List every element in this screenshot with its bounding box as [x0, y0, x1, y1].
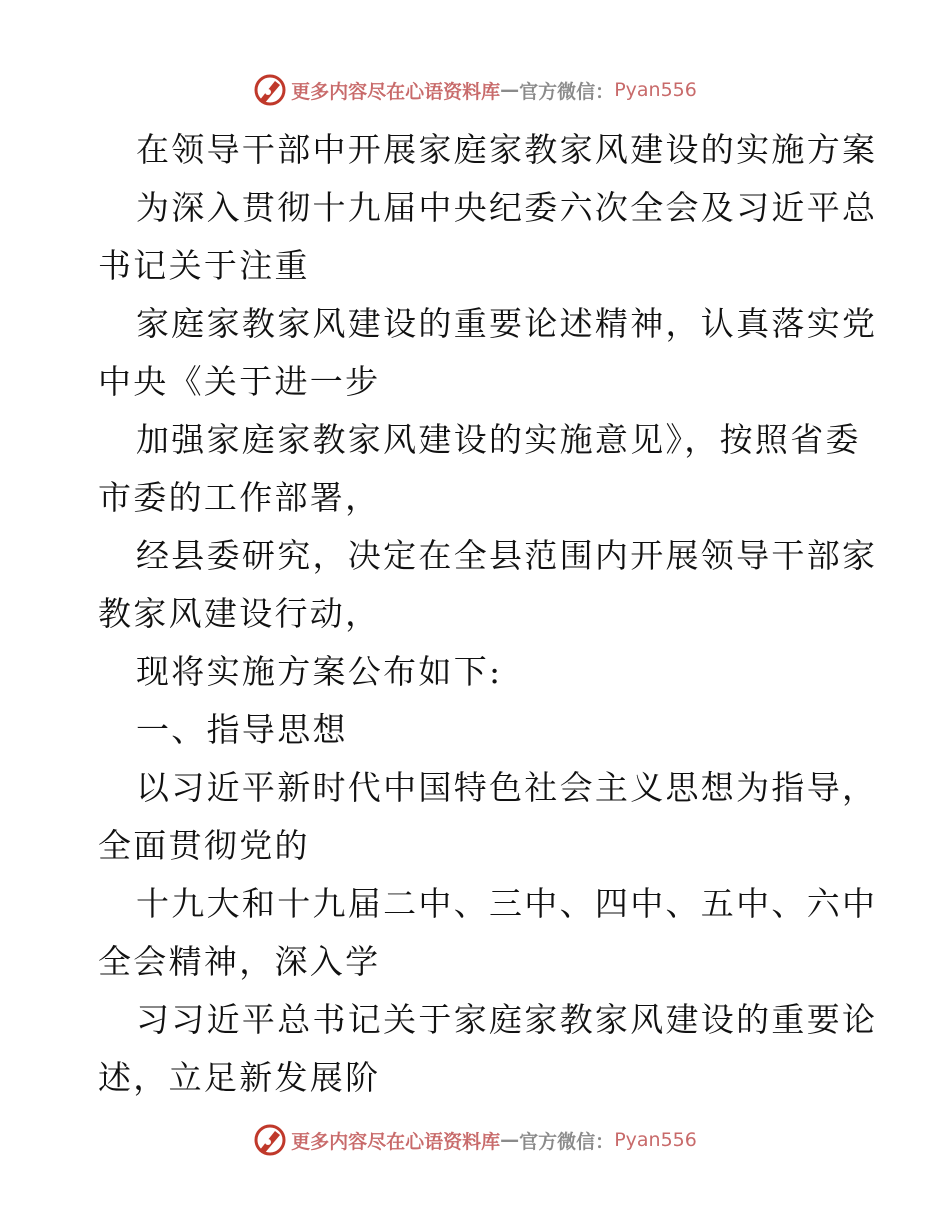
- watermark-banner-top: [0, 70, 950, 110]
- document-title: 在领导干部中开展家庭家教家风建设的实施方案: [136, 130, 878, 169]
- paragraph-line: 经县委研究，决定在全县范围内开展领导干部家: [136, 536, 878, 575]
- document-body: [98, 121, 878, 1107]
- pen-logo-icon: [253, 73, 287, 107]
- watermark-main-text: 更多内容尽在心语资料库: [291, 1130, 501, 1153]
- watermark-wechat-id: Pyan556: [614, 1129, 697, 1151]
- paragraph-line: 以习近平新时代中国特色社会主义思想为指导，: [136, 768, 878, 807]
- paragraph-line: 市委的工作部署，: [98, 478, 381, 517]
- section-heading: 一、指导思想: [136, 710, 348, 749]
- paragraph-line: 教家风建设行动，: [98, 594, 381, 633]
- pen-logo-icon: [253, 1123, 287, 1157]
- watermark-dash: —: [500, 1129, 520, 1151]
- paragraph-line: 十九大和十九届二中、三中、四中、五中、六中: [136, 884, 878, 923]
- watermark-official-label: 官方微信：: [519, 1130, 615, 1153]
- watermark-main-text: 更多内容尽在心语资料库: [291, 80, 501, 103]
- paragraph-line: 全会精神，深入学: [98, 942, 381, 981]
- watermark-banner-bottom: [0, 1120, 950, 1160]
- paragraph-line: 为深入贯彻十九届中央纪委六次全会及习近平总: [136, 188, 878, 227]
- paragraph-line: 习习近平总书记关于家庭家教家风建设的重要论: [136, 1000, 878, 1039]
- paragraph-line: 加强家庭家教家风建设的实施意见》，按照省委: [136, 420, 861, 459]
- paragraph-line: 述，立足新发展阶: [98, 1058, 381, 1097]
- paragraph-line: 全面贯彻党的: [98, 826, 310, 865]
- watermark-dash: —: [500, 79, 520, 101]
- paragraph-line: 中央《关于进一步: [98, 362, 381, 401]
- paragraph-line: 书记关于注重: [98, 246, 310, 285]
- paragraph-line: 现将实施方案公布如下:: [136, 652, 503, 691]
- watermark-official-label: 官方微信：: [519, 80, 615, 103]
- paragraph-line: 家庭家教家风建设的重要论述精神，认真落实党: [136, 304, 878, 343]
- watermark-wechat-id: Pyan556: [614, 79, 697, 101]
